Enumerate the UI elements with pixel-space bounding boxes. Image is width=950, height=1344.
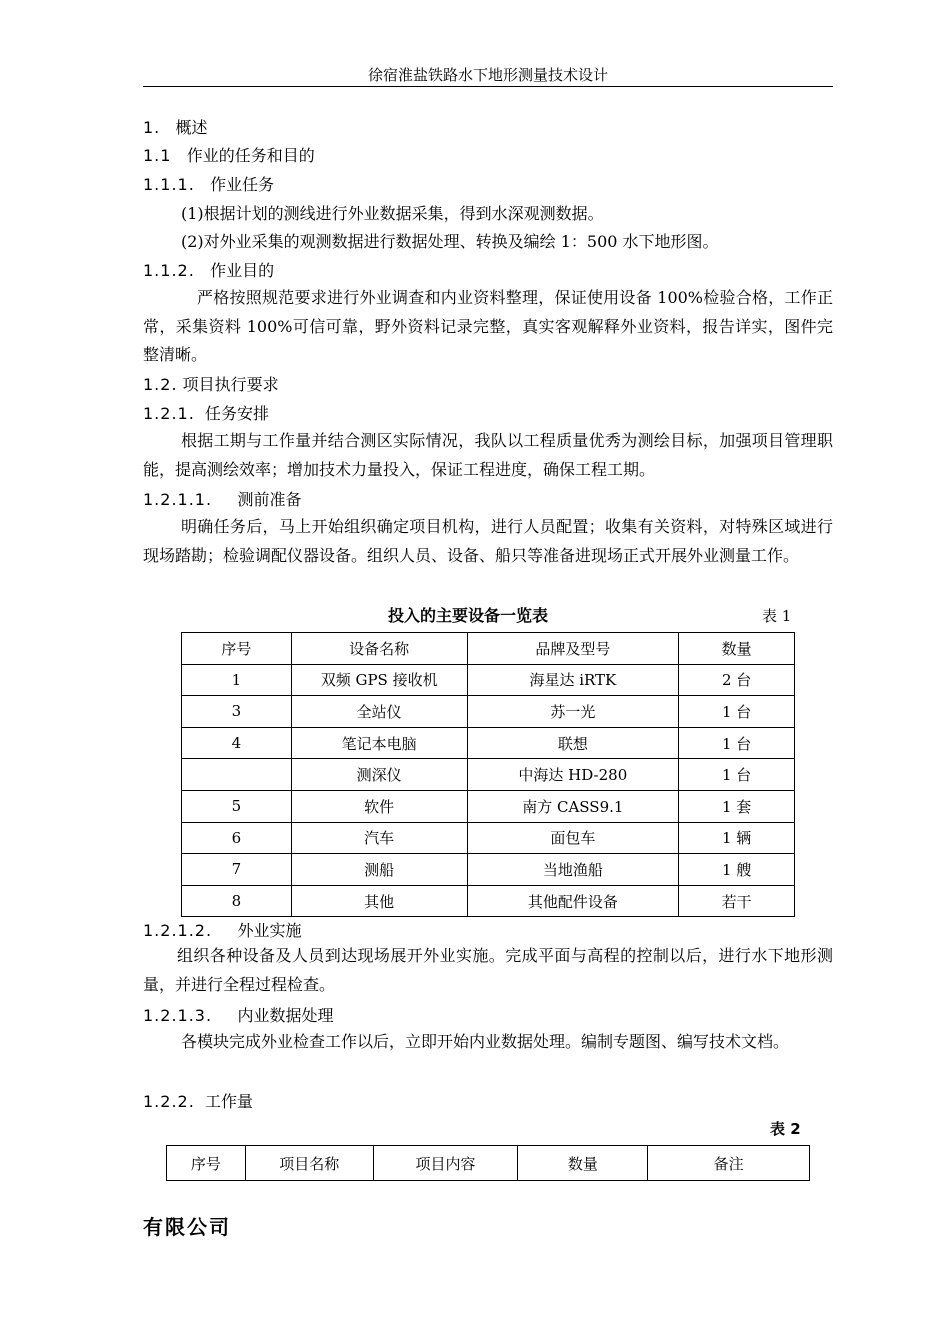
table-cell: 面包车	[467, 822, 679, 854]
header-cell: 项目内容	[373, 1146, 518, 1181]
table-cell: 全站仪	[291, 696, 467, 728]
table-row	[182, 854, 795, 886]
table-cell: 笔记本电脑	[291, 727, 467, 759]
heading-number: 1.2.1.	[143, 404, 195, 423]
heading-number: 1.	[143, 118, 161, 137]
heading-1-2-1	[143, 401, 269, 424]
table-cell: 双频 GPS 接收机	[291, 664, 467, 696]
heading-title: 作业目的	[210, 261, 275, 280]
heading-number: 1.2.1.2.	[143, 921, 213, 940]
company-name: 有限公司	[143, 1215, 231, 1239]
heading-number: 1.2.2.	[143, 1092, 195, 1111]
header-cell: 数量	[679, 633, 795, 665]
heading-number: 1.1.1.	[143, 175, 195, 194]
table-cell: 若干	[679, 885, 795, 917]
equipment-table	[181, 632, 795, 917]
table-cell: 2 台	[679, 664, 795, 696]
table-row	[182, 790, 795, 822]
heading-number: 1.2.1.3.	[143, 1006, 213, 1025]
heading-title: 外业实施	[237, 921, 302, 940]
heading-1-2-2	[143, 1089, 253, 1112]
heading-title: 内业数据处理	[237, 1006, 334, 1025]
heading-title: 作业的任务和目的	[186, 146, 315, 165]
table-row	[182, 727, 795, 759]
table-header-row	[167, 1146, 810, 1181]
arrangement-paragraph: 根据工期与工作量并结合测区实际情况，我队以工程质量优秀为测绘目标，加强项目管理职能，提高测绘效率；增加技术力量投入，保证工程进度，确保工程工期。	[143, 431, 833, 479]
header-cell: 项目名称	[245, 1146, 373, 1181]
table2-tag: 表 2	[770, 1120, 801, 1138]
header-cell: 序号	[182, 633, 292, 665]
table-cell: 当地渔船	[467, 854, 679, 886]
table-cell: 其他配件设备	[467, 885, 679, 917]
table-cell: 1	[182, 664, 292, 696]
heading-title: 概述	[175, 118, 208, 137]
heading-1-2-1-3	[143, 1003, 334, 1026]
table1-caption: 投入的主要设备一览表	[388, 606, 549, 625]
table-cell: 苏一光	[467, 696, 679, 728]
heading-title: 工作量	[204, 1092, 253, 1111]
table-row	[182, 822, 795, 854]
table-cell: 1 台	[679, 759, 795, 791]
heading-1-2-1-2	[143, 918, 302, 941]
table-row	[182, 664, 795, 696]
table-cell: 1 辆	[679, 822, 795, 854]
heading-title: 测前准备	[237, 490, 302, 509]
heading-title: 任务安排	[204, 404, 269, 423]
heading-1	[143, 115, 208, 138]
table-cell: 中海达 HD-280	[467, 759, 679, 791]
table-cell: 1 台	[679, 696, 795, 728]
table-cell: 测船	[291, 854, 467, 886]
heading-number: 1.1	[143, 146, 172, 165]
workload-table	[166, 1145, 810, 1181]
heading-1-1-2	[143, 258, 274, 281]
table-cell: 海星达 iRTK	[467, 664, 679, 696]
table-cell: 汽车	[291, 822, 467, 854]
table-header-row	[182, 633, 795, 665]
heading-1-1	[143, 143, 315, 166]
header-cell: 品牌及型号	[467, 633, 679, 665]
table-cell: 南方 CASS9.1	[467, 790, 679, 822]
table-cell	[182, 759, 292, 791]
table1-tag: 表 1	[762, 607, 792, 625]
task-item-1: (1)根据计划的测线进行外业数据采集，得到水深观测数据。	[181, 204, 604, 223]
table-cell: 3	[182, 696, 292, 728]
header-cell: 数量	[518, 1146, 648, 1181]
header-cell: 设备名称	[291, 633, 467, 665]
task-item-2: (2)对外业采集的观测数据进行数据处理、转换及编绘 1：500 水下地形图。	[181, 232, 719, 251]
heading-title: 作业任务	[210, 175, 275, 194]
heading-1-2	[143, 372, 279, 395]
table-cell: 4	[182, 727, 292, 759]
purpose-paragraph: 严格按照规范要求进行外业调查和内业资料整理，保证使用设备 100%检验合格，工作正常，采集资料 100%可信可靠，野外资料记录完整，真实客观解释外业资料，报告详实，图件完整清晰。	[143, 288, 833, 364]
heading-1-1-1	[143, 172, 274, 195]
table-cell: 1 艘	[679, 854, 795, 886]
table-cell: 1 套	[679, 790, 795, 822]
heading-number: 1.2.	[143, 375, 178, 394]
table-cell: 5	[182, 790, 292, 822]
table-row	[182, 759, 795, 791]
table-row	[182, 696, 795, 728]
field-work-paragraph: 组织各种设备及人员到达现场展开外业实施。完成平面与高程的控制以后，进行水下地形测量，并进行全程过程检查。	[143, 946, 833, 994]
heading-number: 1.2.1.1.	[143, 490, 213, 509]
table-cell: 软件	[291, 790, 467, 822]
table-cell: 联想	[467, 727, 679, 759]
office-processing-paragraph: 各模块完成外业检查工作以后，立即开始内业数据处理。编制专题图、编写技术文档。	[181, 1032, 790, 1051]
heading-title: 项目执行要求	[182, 375, 279, 394]
preparation-paragraph: 明确任务后，马上开始组织确定项目机构，进行人员配置；收集有关资料，对特殊区域进行现场踏勘；检验调配仪器设备。组织人员、设备、船只等准备进现场正式开展外业测量工作。	[143, 517, 833, 565]
heading-number: 1.1.2.	[143, 261, 195, 280]
header-cell: 备注	[648, 1146, 810, 1181]
table-cell: 6	[182, 822, 292, 854]
heading-1-2-1-1	[143, 487, 302, 510]
table-cell: 其他	[291, 885, 467, 917]
table-cell: 1 台	[679, 727, 795, 759]
table-cell: 8	[182, 885, 292, 917]
table-row	[182, 885, 795, 917]
page-header: 徐宿淮盐铁路水下地形测量技术设计	[143, 64, 833, 87]
table-cell: 测深仪	[291, 759, 467, 791]
table-cell: 7	[182, 854, 292, 886]
header-cell: 序号	[167, 1146, 246, 1181]
